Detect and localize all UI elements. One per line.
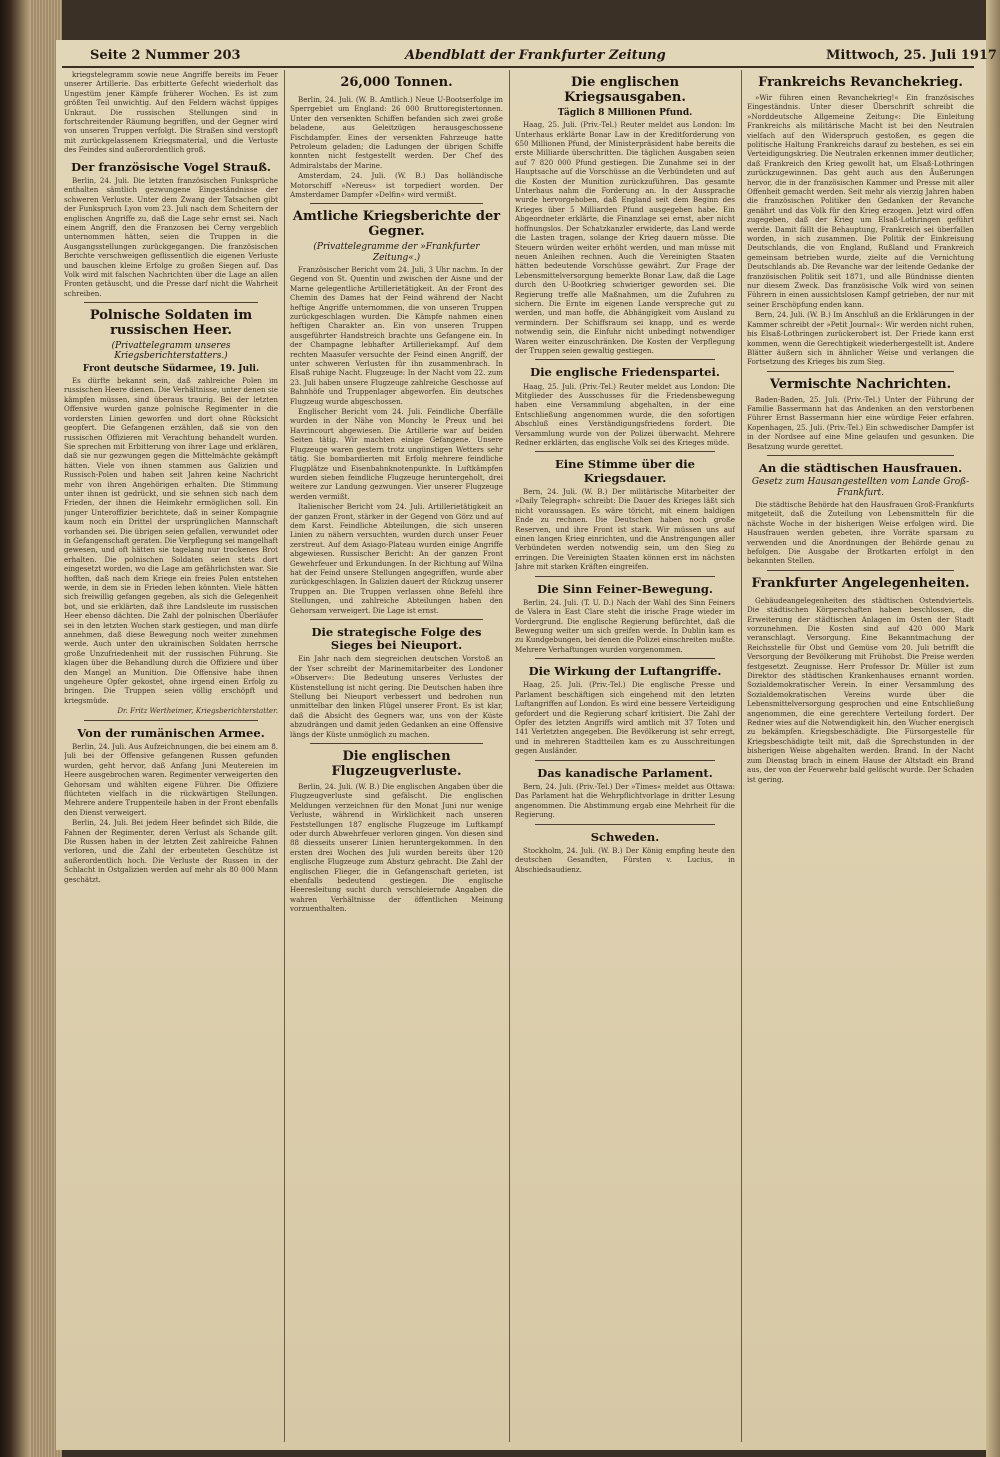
headline-revanchekrieg: Frankreichs Revanchekrieg. xyxy=(758,75,963,90)
article-text: Berlin, 24. Juli. Aus Aufzeichnungen, die bei einem am 8. Juli bei der Offensive gefangenen Russen gefunden wurden, geht hervor, daß Anfang Juni Meutereien im Heere ausgebrochen waren. Regimenter verweigerten den Gehorsam und wählten eigene Führer. Die Offiziere flüchteten vielfach in die rückwärtigen Stellungen. Mehrere andere Truppenteile haben in der Front ebenfalls den Dienst verweigert. xyxy=(64,741,278,817)
headline-friedenspartei: Die englische Friedenspartei. xyxy=(530,365,720,380)
subheadline: (Privattelegramm unseres Kriegsberichterstatters.) xyxy=(111,341,231,362)
column-1 xyxy=(64,70,278,1442)
column-rule xyxy=(284,70,285,1442)
author-signature: Dr. Fritz Wertheimer, Kriegsberichterstatter. xyxy=(117,706,278,716)
masthead-header: Abendblatt der Frankfurter Zeitung xyxy=(405,48,666,63)
article-text: Gebäudeangelegenheiten des städtischen Ostendviertels. Die städtischen Körperschaften haben beschlossen, die Erweiterung der städtischen Anlagen im Osten der Stadt vorzunehmen. Die Kosten sind auf 420 000 Mark veranschlagt. Versorgung. Eine Bekanntmachung der Reichsstelle für Obst und Gemüse vom 20. Juli betrifft die Versorgung der Bevölkerung mit Frühobst. Die Preise werden festgesetzt. Zeugnisse. Herr Professor Dr. Müller ist zum Direktor des städtischen Krankenhauses ernannt worden. Sozialdemokratischer Verein. In einer Versammlung des Sozialdemokratischen Vereins wurde über die Lebensmittelversorgung gesprochen und eine Entschließung angenommen, die eine gerechtere Verteilung fordert. Der Redner wies auf die Notwendigkeit hin, den Wucher energisch zu bekämpfen. Kriegsbeschädigte. Die Fürsorgestelle für Kriegsbeschädigte teilt mit, daß die Sprechstunden in der bisherigen Weise abgehalten werden. Brand. In der Nacht zum Dienstag brach in einem Hause der Altstadt ein Brand aus, der von der Feuerwehr bald gelöscht wurde. Der Schaden ist gering. xyxy=(747,595,974,784)
article-text: Berlin, 24. Juli. (W. B. Amtlich.) Neue U-Bootserfolge im Sperrgebiet um England: 26 000 Bruttoregistertonnen. Unter den versenkten Schiffen befanden sich zwei große beladene, aus Geleitzügen herausgeschossene Fischdampfer. Eines der versenkten Fahrzeuge hatte Petroleum geladen; die Ladungen der übrigen Schiffe konnten nicht festgestellt werden. Der Chef des Admiralstabs der Marine. xyxy=(290,94,503,170)
article-text: Berlin, 24. Juli. (T. U. D.) Nach der Wahl des Sinn Feiners de Valera in East Clare steht die irische Frage wieder im Vordergrund. Die englische Regierung befürchtet, daß die Bewegung weiter um sich greifen werde. In Dublin kam es zu Kundgebungen, bei denen die Polizei einschreiten mußte. Mehrere Verhaftungen wurden vorgenommen. xyxy=(515,597,735,654)
article-text: Haag, 25. Juli. (Priv.-Tel.) Reuter meldet aus London: Im Unterhaus erklärte Bonar Law in der Kreditforderung von 650 Millionen Pfund, der Ministerpräsident habe bereits die erste Milliarde überschritten. Die täglichen Ausgaben seien auf 7 820 000 Pfund gestiegen. Die Zunahme sei in der Hauptsache auf die Vorschüsse an die Verbündeten und auf die Kosten der Munition zurückzuführen. Das gesamte Unterhaus nahm die Forderung an. In der Aussprache wurde hervorgehoben, daß England seit dem Beginn des Krieges über 5 Milliarden Pfund ausgegeben habe. Ein Abgeordneter erklärte, die Finanzlage sei ernst, aber nicht hoffnungslos. Der Schatzkanzler erwiderte, das Land werde die Lasten tragen, solange der Krieg dauern müsse. Die Steuern würden weiter erhöht werden, und man müsse mit neuen Anleihen rechnen. Auch die Vereinigten Staaten hätten bedeutende Vorschüsse gewährt. Zur Frage der Lebensmittelversorgung bemerkte Bonar Law, daß die Lage durch den U-Bootkrieg schwieriger geworden sei. Die Regierung treffe alle Maßnahmen, um die Zufuhren zu sichern. Die Ernte im eigenen Lande verspreche gut zu werden, und man hoffe, die Abhängigkeit vom Ausland zu vermindern. Der Schiffsraum sei knapp, und es werde notwendig sein, die Einfuhr nicht unbedingt notwendiger Waren weiter einzuschränken. Die Kosten der Verpflegung der Truppen seien gewaltig gestiegen. xyxy=(515,120,735,355)
article-text: Berlin, 24. Juli. Die letzten französischen Funksprüche enthalten sämtlich gezwungene Eingeständnisse der schweren Verluste. Unter dem Zwang der Tatsachen gibt der Funkspruch Lyon vom 23. Juli nach dem Scheitern der englischen Angriffe zu, daß die Lage sehr ernst sei. Nach einem Angriff, den die Franzosen bei Cerny vergeblich unternommen hätten, seien die Truppen in die Ausgangsstellungen zurückgegangen. Die französischen Berichte verschweigen geflissentlich die eigenen Verluste und bauschen kleine Erfolge zu großen Siegen auf. Das Volk wird mit falschen Nachrichten über die Lage an allen Fronten getäuscht, und die Presse darf nicht die Wahrheit schreiben. xyxy=(64,175,278,298)
subheadline: Täglich 8 Millionen Pfund. xyxy=(557,107,693,118)
subheadline: Gesetz zum Hausangestellten vom Lande Groß-Frankfurt. xyxy=(751,477,970,498)
divider xyxy=(310,743,483,744)
headline-vermischte-nachrichten: Vermischte Nachrichten. xyxy=(769,376,952,392)
header-rule xyxy=(62,66,974,68)
article-text: Stockholm, 24. Juli. (W. B.) Der König empfing heute den deutschen Gesandten, Fürsten v. Lucius, in Abschiedsaudienz. xyxy=(515,845,735,874)
divider xyxy=(310,619,483,620)
subheadline: (Privattelegramme der »Frankfurter Zeitung«.) xyxy=(313,242,480,263)
headline-schweden: Schweden. xyxy=(590,829,660,844)
article-text: »Wir führen einen Revanchekrieg!« Ein französisches Eingeständnis. Unter dieser Überschrift schreibt die »Norddeutsche Allgemeine Zeitung«: Die Einleitung Frankreichs als militärische Macht ist bei den Neutralen vielfach auf den Widerspruch gestoßen, es gegen die politische Haltung Frankreichs darauf zu bestehen, es sei ein Verteidigungskrieg. Die Neutralen erkennen immer deutlicher, daß Frankreich den Krieg gewollt hat, um Elsaß-Lothringen zurückzugewinnen. Das geht auch aus den Äußerungen hervor, die in der französischen Kammer und Presse mit aller Offenheit gemacht werden. Seit mehr als vierzig Jahren haben die französischen Politiker den Gedanken der Revanche genährt und das Volk für den Krieg erzogen. Jetzt wird offen zugegeben, daß der Krieg um Elsaß-Lothringen geführt werde. Damit fällt die Behauptung, Frankreich sei überfallen worden, in sich zusammen. Die Politik der Einkreisung Deutschlands, die von England, Rußland und Frankreich gemeinsam betrieben wurde, zielte auf die Vernichtung Deutschlands ab. Die Revanche war der leitende Gedanke der französischen Politik seit 1871, und alle Bündnisse dienten nur diesem Zweck. Das französische Volk wird von seinen Führern in einen aussichtslosen Kampf getrieben, der nur mit seiner Erschöpfung enden kann. xyxy=(747,92,974,309)
headline-frankfurter-angelegenheiten: Frankfurter Angelegenheiten. xyxy=(751,575,970,591)
headline-flugzeugverluste: Die englischen Flugzeugverluste. xyxy=(331,749,462,780)
column-3 xyxy=(515,70,735,1442)
article-text: Berlin, 24. Juli. Bei jedem Heer befindet sich Bilde, die Fahnen der Regimenter, deren Verlust als Schande gilt. Die Russen haben in der letzten Zeit zahlreiche Fahnen verloren, und die Zahl der erbeuteten Geschütze ist außerordentlich hoch. Die Verluste der Russen in der Schlacht in Ostgalizien werden auf mehr als 80 000 Mann geschätzt. xyxy=(64,818,278,884)
divider xyxy=(84,720,258,721)
column-rule xyxy=(741,70,742,1442)
article-text: Es dürfte bekannt sein, daß zahlreiche Polen im russischen Heere dienen. Die Verhältnisse, unter denen sie kämpfen müssen, sind überaus traurig. Bei der letzten Offensive wurden ganze polnische Regimenter in die vordersten Linien geworfen und dort ohne Rücksicht geopfert. Die Gefangenen erzählen, daß sie von den russischen Offizieren mit Verachtung behandelt wurden. Sie sprechen mit Erbitterung von ihrer Lage und erklären, daß sie nur gezwungen gegen die Mittelmächte gekämpft hätten. Viele von ihnen stammen aus Galizien und Russisch-Polen und haben seit Jahren keine Nachricht mehr von ihren Angehörigen erhalten. Die Stimmung unter ihnen ist gedrückt, und sie sehnen sich nach dem Frieden, der ihnen die Heimkehr ermöglichen soll. Ein junger Unteroffizier berichtete, daß in seiner Kompagnie kaum noch ein Drittel der ursprünglichen Mannschaft vorhanden sei. Die übrigen seien gefallen, verwundet oder in Gefangenschaft geraten. Die Verpflegung sei mangelhaft gewesen, und oft hätten sie tagelang nur trockenes Brot erhalten. Die polnischen Soldaten seien stets dort eingesetzt worden, wo die Lage am gefährlichsten war. Sie hofften, daß nach dem Kriege ein freies Polen entstehen werde, in dem sie in Frieden leben könnten. Viele hätten sich freiwillig gefangen gegeben, als sich die Gelegenheit bot, und sie erklärten, daß ihre Landsleute im russischen Heer ebenso dächten. Die Zahl der polnischen Überläufer sei in den letzten Wochen stark gestiegen, und man dürfe annehmen, daß diese Bewegung noch weiter zunehmen werde. Auch unter den ukrainischen Soldaten herrsche große Unzufriedenheit mit der russischen Führung. Sie klagen über die Behandlung durch die Offiziere und über den Mangel an Munition. Die Offensive habe ihnen ungeheure Opfer gekostet, ohne irgend einen Erfolg zu bringen. Die Truppen seien völlig erschöpft und kriegsmüde. xyxy=(64,376,278,705)
headline-kriegsdauer: Eine Stimme über die Kriegsdauer. xyxy=(555,457,695,485)
article-text: Baden-Baden, 25. Juli. (Priv.-Tel.) Unter der Führung der Familie Bassermann hat das Andenken an den verstorbenen Führer Ernst Bassermann hier eine würdige Feier erfahren. Kopenhagen, 25. Juli. (Priv.-Tel.) Ein schwedischer Dampfer ist in der Nordsee auf eine Mine gelaufen und gesunken. Die Besatzung wurde gerettet. xyxy=(747,394,974,451)
book-binding xyxy=(0,0,30,1457)
divider xyxy=(84,302,258,303)
headline-kriegsausgaben: Die englischen Kriegsausgaben. xyxy=(564,75,686,105)
page-number-header: Seite 2 Nummer 203 xyxy=(90,48,241,63)
article-text: Ein Jahr nach dem siegreichen deutschen Vorstoß an der Yser schreibt der Marinemitarbeiter des Londoner »Observer«: Die Bedeutung unseres Verlustes der Küstenstellung ist nicht gering. Die Deutschen haben ihre Stellung bei Nieuport verbessert und bedrohen nun unmittelbar den linken Flügel unserer Front. Es ist klar, daß die Absicht des Gegners war, uns von der Küste abzudrängen und damit jeden Gedanken an eine Offensive längs der Küste unmöglich zu machen. xyxy=(290,654,503,739)
right-page-edge xyxy=(986,0,1000,1457)
article-text: Haag, 25. Juli. (Priv.-Tel.) Die englische Presse und Parlament beschäftigen sich eingehend mit den letzten Luftangriffen auf London. Es wird eine bessere Verteidigung gefordert und die Regierung scharf kritisiert. Die Zahl der Opfer des letzten Angriffs wird amtlich mit 37 Toten und 141 Verletzten angegeben. Die Bevölkerung ist sehr erregt, und in mehreren Stadtteilen kam es zu Ausschreitungen gegen Ausländer. xyxy=(515,680,735,756)
article-text: Amsterdam, 24. Juli. (W. B.) Das holländische Motorschiff »Nereus« ist torpediert worden. Der Amsterdamer Dampfer »Delfin« wird vermißt. xyxy=(290,171,503,199)
article-text: Bern, 24. Juli. (Priv.-Tel.) Der »Times« meldet aus Ottawa: Das Parlament hat die Wehrpflichtvorlage in dritter Lesung angenommen. Die Abstimmung ergab eine Mehrheit für die Regierung. xyxy=(515,781,735,820)
article-text: Haag, 25. Juli. (Priv.-Tel.) Reuter meldet aus London: Die Mitglieder des Ausschusses für die Friedensbewegung haben eine Versammlung abgehalten, in der eine Entschließung angenommen wurde, die den sofortigen Abschluß eines Verständigungsfriedens fordert. Die Versammlung wurde von der Polizei überwacht. Mehrere Redner erklärten, das englische Volk sei des Krieges müde. xyxy=(515,381,735,448)
divider xyxy=(535,576,715,577)
article-text: Die städtische Behörde hat den Hausfrauen Groß-Frankfurts mitgeteilt, daß die Zuteilung von Lebensmitteln für die nächste Woche in der bisherigen Weise erfolgen wird. Die Hausfrauen werden gebeten, ihre Vorräte sparsam zu verwenden und die Anordnungen der Behörde genau zu befolgen. Die Ausgabe der Brotkarten erfolgt in den bekannten Stellen. xyxy=(747,500,974,566)
article-text: Bern, 24. Juli. (W. B.) Im Anschluß an die Erklärungen in der Kammer schreibt der »Petit Journal«: Wir werden nicht ruhen, bis Elsaß-Lothringen zurückerobert ist. Der Friede kann erst kommen, wenn die Gerechtigkeit wiederhergestellt ist. Andere Blätter äußern sich in ähnlicher Weise und verlangen die Fortsetzung des Krieges bis zum Sieg. xyxy=(747,310,974,367)
headline-rumaenische-armee: Von der rumänischen Armee. xyxy=(77,725,265,740)
headline-kanadisches-parlament: Das kanadische Parlament. xyxy=(537,765,713,780)
headline-polnische-soldaten: Polnische Soldaten im russischen Heer. xyxy=(89,308,253,339)
article-text: Italienischer Bericht vom 24. Juli. Artillerietätigkeit an der ganzen Front, stärker in der Gegend von Görz und auf dem Karst. Feindliche Abteilungen, die sich unseren Linien zu nähern versuchten, wurden durch unser Feuer zerstreut. Auf dem Asiago-Plateau wurden einige Angriffe abgewiesen. Russischer Bericht: An der ganzen Front Gewehrfeuer und Erkundungen. In der Richtung auf Wilna hat der Feind unsere Stellungen angegriffen, wurde aber zurückgeschlagen. In Galizien dauert der Rückzug unserer Truppen an. Die Truppen verlassen ohne Befehl ihre Stellungen, und zahlreiche Abteilungen haben den Gehorsam verweigert. Die Lage ist ernst. xyxy=(290,502,503,615)
date-header: Mittwoch, 25. Juli 1917 xyxy=(826,48,997,63)
divider xyxy=(767,371,954,372)
divider xyxy=(535,824,715,825)
column-rule xyxy=(509,70,510,1442)
article-text: Berlin, 24. Juli. (W. B.) Die englischen Angaben über die Flugzeugverluste sind gefälscht. Die englischen Meldungen verzeichnen für den Monat Juni nur wenige Verluste, während in Wirklichkeit nach unseren Feststellungen 187 englische Flugzeuge im Luftkampf oder durch Abwehrfeuer verloren gingen. Von diesen sind 88 diesseits unserer Linien heruntergekommen. In den ersten drei Wochen des Juli wurden bereits über 120 englische Flugzeuge zum Absturz gebracht. Die Zahl der englischen Flieger, die in Gefangenschaft gerieten, ist ebenfalls bedeutend gestiegen. Die englische Heeresleitung sucht durch verschleiernde Angaben die wahren Verhältnisse der öffentlichen Meinung vorzuenthalten. xyxy=(290,781,503,914)
headline-luftangriffe: Die Wirkung der Luftangriffe. xyxy=(528,664,722,679)
headline-hausfrauen: An die städtischen Hausfrauen. xyxy=(758,461,963,476)
dateline: Front deutsche Südarmee, 19. Juli. xyxy=(82,363,260,374)
divider xyxy=(535,451,715,452)
article-text: Französischer Bericht vom 24. Juli, 3 Uhr nachm. In der Gegend von St. Quentin und zwischen der Aisne und der Marne gelegentliche Artillerietätigkeit. An der Front des Chemin des Dames hat der Feind während der Nacht heftige Angriffe unternommen, die von unseren Truppen zurückgeschlagen wurden. Die Kämpfe nahmen einen heftigen Charakter an. Ein von unseren Truppen ausgeführter Handstreich brachte uns Gefangene ein. In der Champagne lebhafter Artilleriekampf. Auf dem rechten Maasufer versuchte der Feind einen Angriff, der unter schweren Verlusten für ihn zusammenbrach. In Elsaß ruhige Nacht. Flugzeuge: In der Nacht vom 22. zum 23. Juli haben unsere Flugzeuge zahlreiche Geschosse auf Bahnhöfe und Truppenlager abgeworfen. Ein deutsches Flugzeug wurde abgeschossen. xyxy=(290,264,503,406)
divider xyxy=(767,570,954,571)
headline-vogel-strauss: Der französische Vogel Strauß. xyxy=(71,159,271,174)
divider xyxy=(535,760,715,761)
divider xyxy=(767,455,954,456)
headline-26000-tonnen: 26,000 Tonnen. xyxy=(340,75,453,90)
divider xyxy=(535,658,715,659)
headline-amtliche-kriegsberichte: Amtliche Kriegsberichte der Gegner. xyxy=(292,209,501,240)
column-2 xyxy=(290,70,503,1442)
article-text: Bern, 24. Juli. (W. B.) Der militärische Mitarbeiter der »Daily Telegraph« schreibt: Die Dauer des Krieges läßt sich nicht voraussagen. Es wäre töricht, mit einem baldigen Ende zu rechnen. Die Deutschen haben noch große Reserven, und ihre Front ist stark. Wir müssen uns auf einen langen Krieg einrichten, und die Anstrengungen aller Verbündeten werden notwendig sein, um den Sieg zu erringen. Die Vereinigten Staaten können erst im nächsten Jahre mit starken Kräften eingreifen. xyxy=(515,486,735,572)
article-text: kriegstelegramm sowie neue Angriffe bereits im Feuer unserer Artillerie. Das erbitterte Gefecht wiederholt das Ungestüm jener Kämpfe früherer Wochen. Es ist zum größten Teil unwichtig. Auf den Feldern wächst üppiges Unkraut. Die russischen Stellungen sind in fortschreitender Räumung begriffen, und der Gegner wird von unseren Truppen verfolgt. Die Straßen sind verstopft mit zurückgelassenem Kriegsmaterial, und die Verluste des Feindes sind außerordentlich groß. xyxy=(64,70,278,155)
divider xyxy=(535,359,715,360)
column-4 xyxy=(747,70,974,1442)
divider xyxy=(310,203,483,204)
headline-nieuport: Die strategische Folge des Sieges bei Nieuport. xyxy=(311,625,482,653)
headline-sinn-fein: Die Sinn Feiner-Bewegung. xyxy=(537,581,713,596)
article-text: Englischer Bericht vom 24. Juli. Feindliche Überfälle wurden in der Nähe von Monchy le Preux und bei Havrincourt abgewiesen. Die Artillerie war auf beiden Seiten tätig. Wir machten einige Gefangene. Unsere Flugzeuge waren gestern trotz ungünstigen Wetters sehr tätig. Sie bombardierten mit Erfolg mehrere feindliche Flugplätze und Eisenbahnknotenpunkte. In Luftkämpfen wurden sieben feindliche Flugzeuge heruntergeholt, drei weitere zur Landung gezwungen. Vier unserer Flugzeuge werden vermißt. xyxy=(290,407,503,501)
